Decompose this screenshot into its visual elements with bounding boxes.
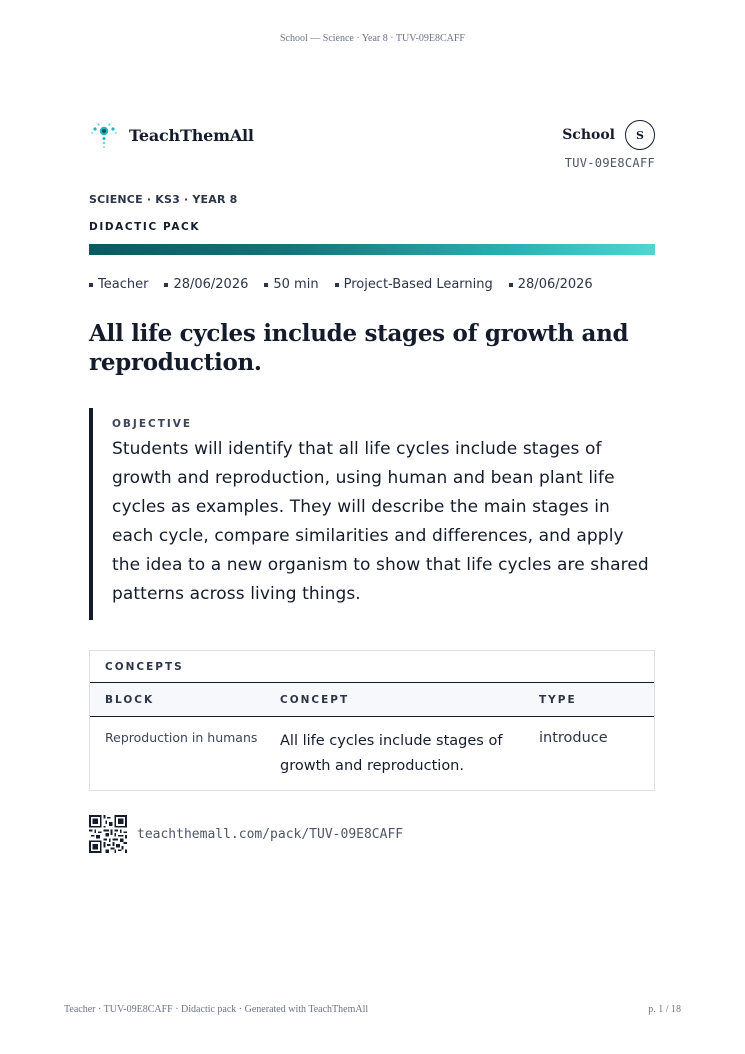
meta-role-text: Teacher [98,277,149,292]
qr-link[interactable] [89,815,403,853]
meta-duration-text: 50 min [273,277,319,292]
objective-text: Students will identify that all life cycles include stages of growth and reproduction, using human and bean plant life cycles as examples. They will describe the main stages in each cycle, compare similarities and differences, and apply the idea to a new organism to show that life cycles are shared patterns across living things. [112,439,649,604]
accent-bar [89,244,655,255]
table-row [90,717,654,790]
page-number: p. 1 / 18 [648,1004,681,1015]
pack-code: TUV-09E8CAFF [564,156,655,170]
table-header-row [90,683,654,717]
objective-block [89,408,655,620]
document-header [89,120,655,180]
cell-block: Reproduction in humans [105,730,258,745]
running-head: School — Science · Year 8 · TUV-09E8CAFF [280,33,465,44]
qr-code-icon [89,815,127,853]
pack-title: All life cycles include stages of growth and reproduction. [89,320,629,376]
meta-date-text: 28/06/2026 [173,277,249,292]
meta-date-secondary-text: 28/06/2026 [517,277,593,292]
school-name: School [562,127,615,143]
header-block: BLOCK [105,693,155,706]
meta-row [89,277,655,292]
school-avatar: S [625,120,655,150]
bullet-icon [264,283,268,287]
meta-date [164,277,248,292]
concepts-table [89,650,655,791]
sparkle-dots-icon [89,120,119,150]
objective-label: OBJECTIVE [112,418,193,430]
header-concept: CONCEPT [280,693,350,706]
meta-date-secondary [509,277,593,292]
meta-duration [264,277,318,292]
subject-line: SCIENCE · KS3 · YEAR 8 [89,193,238,206]
bullet-icon [89,283,93,287]
meta-methodology-text: Project-Based Learning [343,277,493,292]
footer-text: Teacher · TUV-09E8CAFF · Didactic pack · Generated with TeachThemAll [64,1004,369,1015]
cell-concept: All life cycles include stages of growth and reproduction. [280,733,503,774]
header-type: TYPE [539,693,577,706]
brand-logo[interactable] [89,120,254,150]
brand-name: TeachThemAll [129,125,254,145]
bullet-icon [335,283,339,287]
pack-type-label: DIDACTIC PACK [89,221,201,233]
cell-type: introduce [539,730,608,746]
bullet-icon [509,283,513,287]
bullet-icon [164,283,168,287]
meta-methodology [335,277,493,292]
school-badge [562,120,655,150]
concepts-title: CONCEPTS [90,651,654,683]
pack-url-link[interactable]: teachthemall.com/pack/TUV-09E8CAFF [137,826,404,842]
meta-role [89,277,148,292]
